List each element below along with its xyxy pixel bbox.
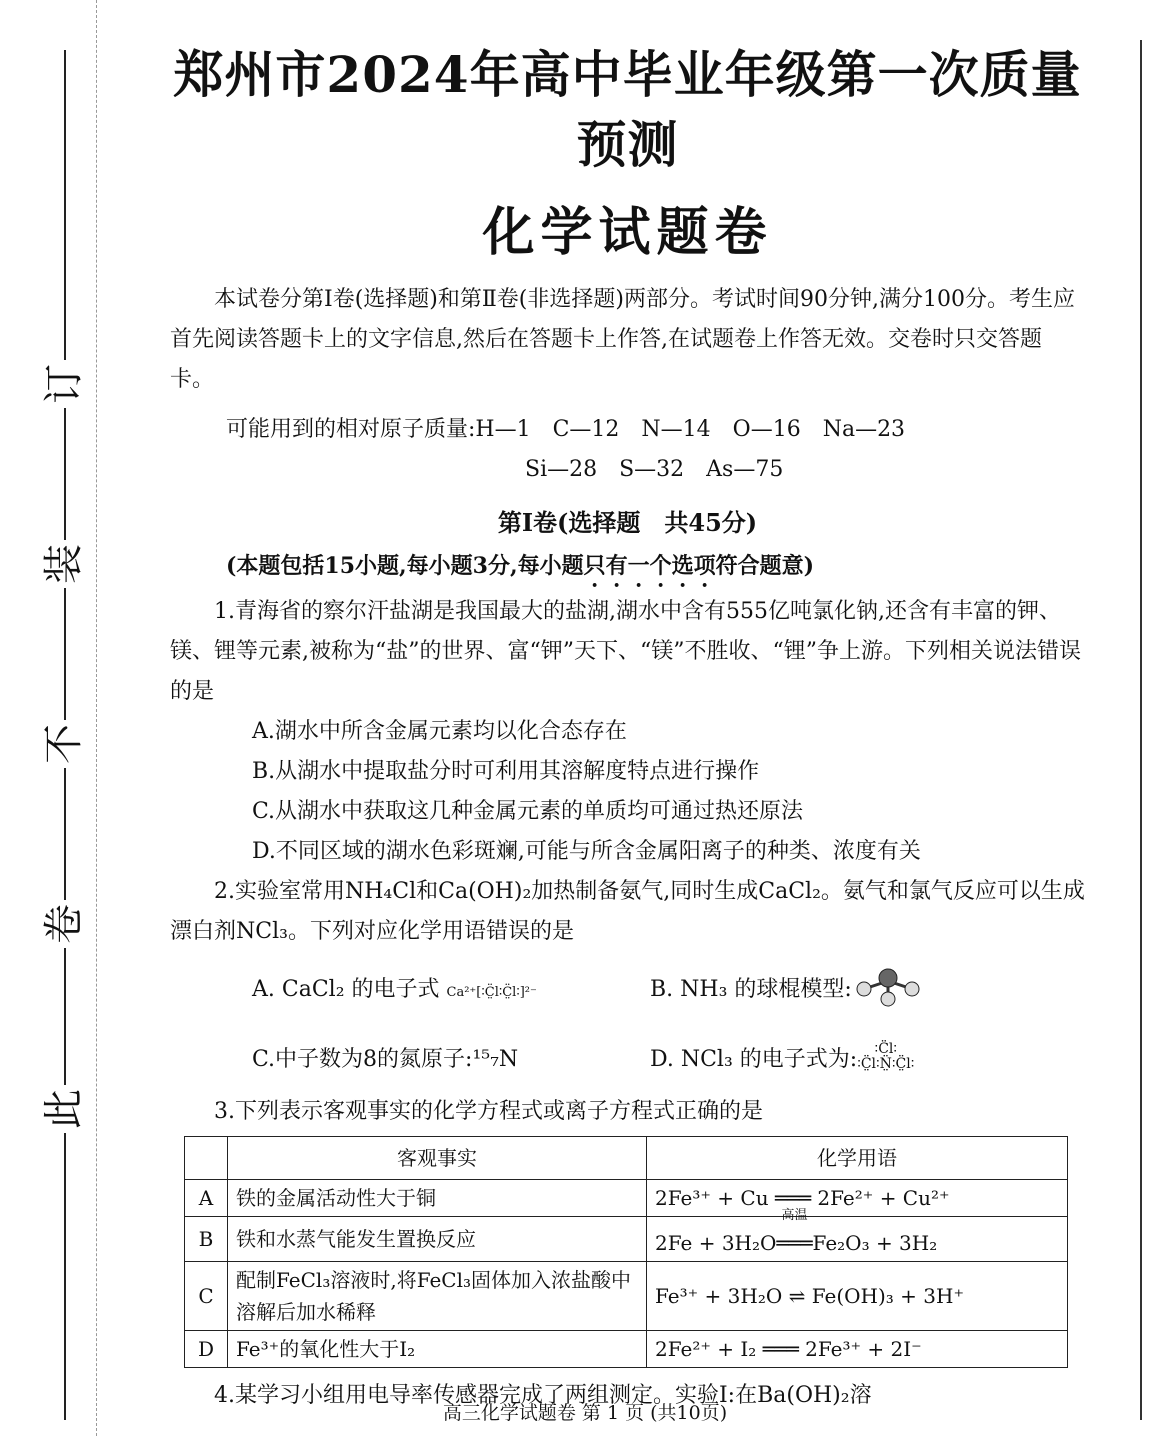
atomic-masses-line2: Si—28 S—32 As—75 <box>525 457 784 482</box>
section-title: 第Ⅰ卷(选择题 共45分) <box>497 508 758 537</box>
q2-option-d-text: D. NCl₃ 的电子式为: <box>650 1046 858 1072</box>
table-header-fact: 客观事实 <box>228 1137 647 1180</box>
table-row <box>185 1217 1068 1262</box>
q2-option-b-text: B. NH₃ 的球棍模型: <box>650 976 852 1002</box>
q2-option-a-formula: Ca²⁺[∶C̤̈l∶C̤̈l∶]²⁻ <box>446 984 537 1000</box>
q2-option-d-formula <box>857 1042 914 1072</box>
binding-char-zhuang: 装 <box>40 540 88 588</box>
reaction-arrow <box>776 1208 813 1259</box>
row-expr: 2Fe³⁺ + Cu ═══ 2Fe²⁺ + Cu²⁺ <box>647 1180 1068 1217</box>
row-label: B <box>185 1217 228 1262</box>
row-expr: 2Fe²⁺ + I₂ ═══ 2Fe³⁺ + 2I⁻ <box>647 1331 1068 1368</box>
question-3 <box>170 1092 1085 1368</box>
section-note-pre: (本题包括15小题,每小题3分,每小题 <box>226 553 584 579</box>
section-note <box>170 546 1085 592</box>
row-label: A <box>185 1180 228 1217</box>
exam-page <box>170 40 1085 1416</box>
intro-paragraph: 本试卷分第Ⅰ卷(选择题)和第Ⅱ卷(非选择题)两部分。考试时间90分钟,满分100分。考生应首先阅读答题卡上的文字信息,然后在答题卡上作答,在试题卷上作答无效。交卷时只交答题卡。 <box>170 287 1075 392</box>
table-row <box>185 1180 1068 1217</box>
q2-option-b <box>650 967 924 1007</box>
q2-option-d-formula-top: ∶C̈l∶ <box>874 1041 898 1057</box>
reaction-arrow-symbol: ═══ <box>776 1231 813 1255</box>
q2-option-c-symbol: ¹⁵₇N <box>472 1046 519 1072</box>
q1-stem: 1.青海省的察尔汗盐湖是我国最大的盐湖,湖水中含有555亿吨氯化钠,还含有丰富的钾、镁、锂等元素,被称为“盐”的世界、富“钾”天下、“镁”不胜收、“锂”争上游。下列相关说法错误的是 <box>170 599 1081 704</box>
row-expr: Fe³⁺ + 3H₂O ⇌ Fe(OH)₃ + 3H⁺ <box>647 1262 1068 1331</box>
q3-stem: 3.下列表示客观事实的化学方程式或离子方程式正确的是 <box>214 1099 763 1124</box>
page-edge <box>1140 40 1142 1420</box>
table-header-expr: 化学用语 <box>647 1137 1068 1180</box>
exam-subtitle: 化学试题卷 <box>482 202 773 263</box>
cut-line <box>96 0 97 1436</box>
atomic-masses-line1: 可能用到的相对原子质量:H—1 C—12 N—14 O—16 Na—23 <box>226 417 906 442</box>
q2-option-c-text: C.中子数为8的氮原子: <box>252 1046 473 1072</box>
row-expr-right: Fe₂O₃ + 3H₂ <box>812 1231 938 1255</box>
q1-option-a: A.湖水中所含金属元素均以化合态存在 <box>252 719 627 744</box>
section-note-post: 符合题意) <box>715 553 815 579</box>
section-note-emphasis: 只有一个选项 <box>583 553 716 579</box>
row-fact: Fe³⁺的氧化性大于I₂ <box>228 1331 647 1368</box>
binding-char-ci: 此 <box>40 1085 88 1133</box>
row-label: D <box>185 1331 228 1368</box>
row-expr <box>647 1208 1068 1262</box>
row-label: C <box>185 1262 228 1331</box>
row-fact: 配制FeCl₃溶液时,将FeCl₃固体加入浓盐酸中溶解后加水稀释 <box>228 1262 647 1331</box>
question-1 <box>170 592 1085 872</box>
q2-option-c <box>252 1042 650 1073</box>
binding-char-juan: 卷 <box>40 900 88 948</box>
question-2 <box>170 872 1085 1092</box>
binding-char-bu: 不 <box>40 720 88 768</box>
binding-char-ding: 订 <box>40 360 88 408</box>
q2-stem: 2.实验室常用NH₄Cl和Ca(OH)₂加热制备氨气,同时生成CaCl₂。氨气和氯气反应可以生成漂白剂NCl₃。下列对应化学用语错误的是 <box>170 879 1085 944</box>
ball-stick-model-icon <box>852 967 924 1007</box>
exam-title: 郑州市2024年高中毕业年级第一次质量预测 <box>173 45 1082 174</box>
q2-option-a <box>252 972 650 1003</box>
q1-option-b: B.从湖水中提取盐分时可利用其溶解度特点进行操作 <box>252 759 760 784</box>
q2-option-d <box>650 1042 914 1073</box>
q3-table <box>184 1136 1068 1368</box>
row-fact: 铁的金属活动性大于铜 <box>228 1180 647 1217</box>
q1-option-d: D.不同区域的湖水色彩斑斓,可能与所含金属阳离子的种类、浓度有关 <box>252 839 921 864</box>
q2-options-cd <box>170 1022 1085 1092</box>
table-row <box>185 1262 1068 1331</box>
table-row <box>185 1331 1068 1368</box>
q2-options-ab <box>170 952 1085 1022</box>
q2-option-d-formula-mid: ∶C̤̈l∶N̤̈∶C̤̈l∶ <box>857 1056 915 1072</box>
q2-option-a-text: A. CaCl₂ 的电子式 <box>252 976 440 1002</box>
binding-margin <box>0 0 98 1436</box>
reaction-condition: 高温 <box>781 1208 808 1223</box>
table-header-row <box>185 1137 1068 1180</box>
row-expr-left: 2Fe + 3H₂O <box>655 1231 777 1255</box>
page-footer: 高三化学试题卷 第 1 页 (共10页) <box>442 1402 728 1424</box>
row-fact: 铁和水蒸气能发生置换反应 <box>228 1217 647 1262</box>
q1-option-c: C.从湖水中获取这几种金属元素的单质均可通过热还原法 <box>252 799 804 824</box>
q4-stem: 4.某学习小组用电导率传感器完成了两组测定。实验Ⅰ:在Ba(OH)₂溶 <box>214 1383 872 1408</box>
atomic-masses <box>170 410 1085 490</box>
table-header-label <box>185 1137 228 1180</box>
